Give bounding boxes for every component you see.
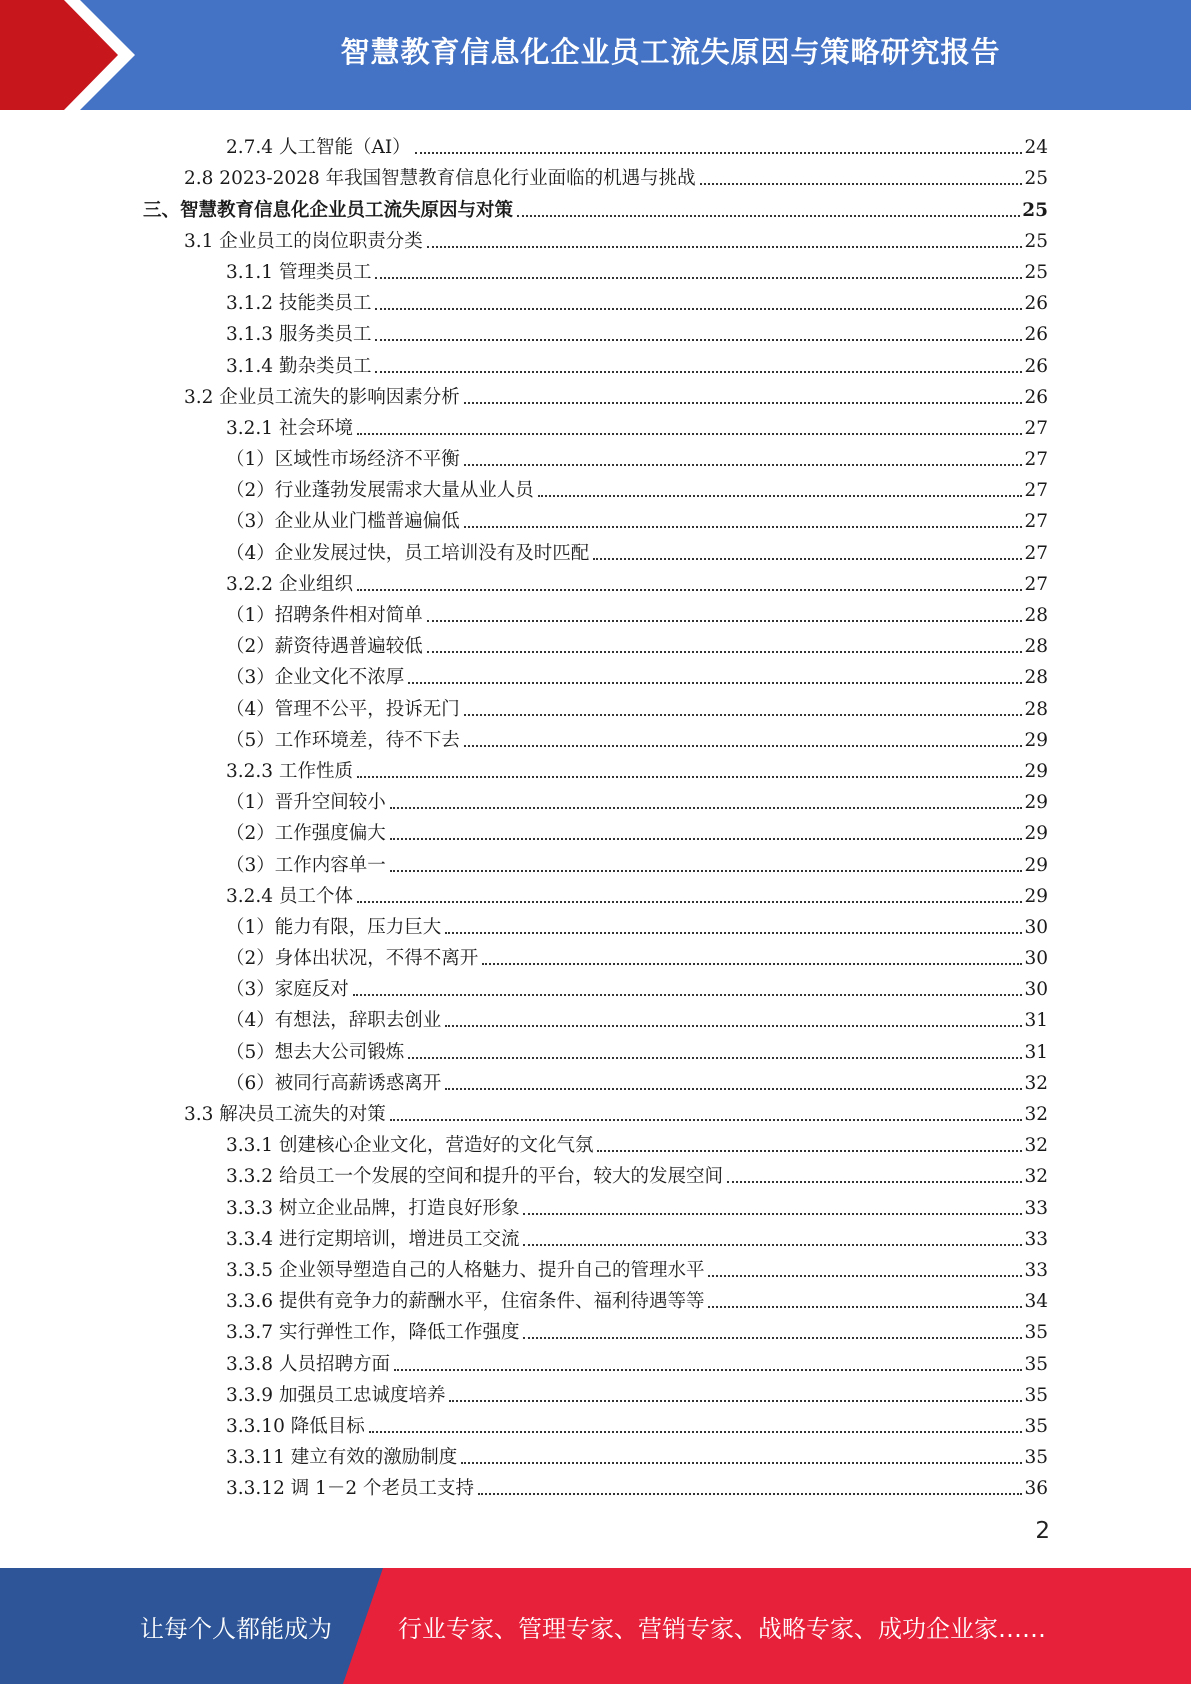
toc-entry-label: 3.3.2 给员工一个发展的空间和提升的平台，较大的发展空间 (226, 1166, 723, 1188)
toc-entry-label: （3）企业从业门槛普遍偏低 (226, 511, 460, 533)
toc-entry-page: 26 (1024, 293, 1048, 315)
toc-entry-page: 30 (1024, 948, 1048, 970)
toc-entry[interactable] (0, 814, 1191, 845)
toc-entry-page: 28 (1024, 667, 1048, 689)
toc-entry[interactable] (0, 315, 1191, 346)
toc-entry[interactable] (0, 1126, 1191, 1157)
toc-entry-label: 3.3.1 创建核心企业文化，营造好的文化气氛 (226, 1135, 594, 1157)
toc-entry-label: 3.2.4 员工个体 (226, 885, 353, 907)
toc-dot-leader (523, 1244, 1022, 1246)
page-number: 2 (1035, 1518, 1050, 1544)
toc-entry[interactable] (0, 1064, 1191, 1095)
toc-dot-leader (708, 1275, 1022, 1277)
toc-entry-page: 31 (1024, 1041, 1048, 1063)
toc-entry[interactable] (0, 1032, 1191, 1063)
toc-dot-leader (538, 495, 1023, 497)
toc-entry-page: 28 (1024, 698, 1048, 720)
toc-entry[interactable] (0, 471, 1191, 502)
toc-entry-page: 27 (1024, 480, 1048, 502)
toc-entry[interactable] (0, 533, 1191, 564)
toc-entry-page: 36 (1024, 1478, 1048, 1500)
toc-entry[interactable] (0, 440, 1191, 471)
toc-entry-label: 3.3 解决员工流失的对策 (184, 1104, 386, 1125)
toc-entry-label: 3.3.9 加强员工忠诚度培养 (226, 1384, 446, 1406)
toc-entry[interactable] (0, 877, 1191, 908)
toc-dot-leader (427, 651, 1023, 653)
toc-entry-page: 28 (1024, 636, 1048, 658)
toc-entry-label: （1）招聘条件相对简单 (226, 605, 423, 626)
toc-entry-page: 26 (1024, 386, 1048, 408)
toc-entry-page: 32 (1024, 1135, 1048, 1157)
toc-entry-page: 29 (1024, 823, 1048, 845)
toc-entry-label: 3.2.3 工作性质 (226, 760, 353, 782)
toc-entry[interactable] (0, 1313, 1191, 1344)
toc-entry-label: 3.3.11 建立有效的激励制度 (226, 1447, 458, 1469)
toc-entry-page: 28 (1024, 605, 1048, 626)
toc-entry[interactable] (0, 1001, 1191, 1032)
toc-entry-label: 2.8 2023-2028 年我国智慧教育信息化行业面临的机遇与挑战 (184, 168, 696, 190)
toc-entry-label: 3.2 企业员工流失的影响因素分析 (184, 386, 460, 408)
toc-entry-label: 3.1.1 管理类员工 (226, 261, 372, 283)
toc-dot-leader (593, 558, 1022, 560)
toc-entry-label: 3.3.6 提供有竞争力的薪酬水平，住宿条件、福利待遇等等 (226, 1291, 705, 1313)
toc-entry[interactable] (0, 1251, 1191, 1282)
toc-entry[interactable] (0, 378, 1191, 409)
toc-entry-page: 27 (1024, 417, 1048, 439)
toc-dot-leader (523, 1337, 1022, 1339)
toc-dot-leader (375, 277, 1022, 279)
toc-entry-label: 3.1 企业员工的岗位职责分类 (184, 230, 423, 252)
toc-entry-label: 3.1.2 技能类员工 (226, 293, 372, 315)
toc-entry-page: 33 (1024, 1228, 1048, 1250)
toc-entry[interactable] (0, 565, 1191, 596)
toc-entry-label: 3.3.3 树立企业品牌，打造良好形象 (226, 1197, 520, 1219)
toc-entry[interactable] (0, 1282, 1191, 1313)
toc-dot-leader (394, 1369, 1022, 1371)
toc-entry-label: 3.3.10 降低目标 (226, 1415, 365, 1437)
toc-entry-label: （6）被同行高薪诱惑离开 (226, 1072, 442, 1094)
toc-entry-page: 35 (1024, 1447, 1048, 1469)
toc-dot-leader (464, 402, 1023, 404)
toc-entry-label: 3.2.1 社会环境 (226, 417, 353, 439)
toc-entry-page: 32 (1024, 1072, 1048, 1094)
toc-dot-leader (464, 526, 1023, 528)
toc-entry-page: 31 (1024, 1010, 1048, 1032)
page-header (0, 0, 1191, 110)
toc-dot-leader (390, 838, 1023, 840)
toc-entry-page: 33 (1024, 1197, 1048, 1219)
toc-entry[interactable] (0, 752, 1191, 783)
toc-dot-leader (445, 1088, 1022, 1090)
page-footer (0, 1568, 1191, 1684)
toc-entry-page: 29 (1024, 729, 1048, 751)
toc-entry[interactable] (0, 284, 1191, 315)
toc-entry[interactable] (0, 190, 1191, 221)
toc-dot-leader (369, 1431, 1023, 1433)
toc-entry-label: （1）能力有限，压力巨大 (226, 916, 442, 938)
toc-entry-page: 30 (1024, 916, 1048, 938)
toc-entry-page: 34 (1024, 1291, 1048, 1313)
toc-dot-leader (408, 1057, 1022, 1059)
toc-dot-leader (390, 870, 1023, 872)
toc-dot-leader (445, 932, 1022, 934)
toc-entry-page: 25 (1022, 199, 1048, 221)
toc-entry[interactable] (0, 253, 1191, 284)
toc-entry[interactable] (0, 128, 1191, 159)
toc-entry-page: 25 (1024, 261, 1048, 283)
toc-dot-leader (464, 464, 1023, 466)
toc-entry[interactable] (0, 845, 1191, 876)
toc-entry[interactable] (0, 783, 1191, 814)
toc-dot-leader (523, 1213, 1022, 1215)
toc-dot-leader (482, 963, 1022, 965)
toc-dot-leader (517, 215, 1020, 217)
toc-dot-leader (390, 1119, 1023, 1121)
toc-entry-label: （2）薪资待遇普遍较低 (226, 636, 423, 658)
toc-entry-label: （3）企业文化不浓厚 (226, 667, 405, 689)
toc-entry[interactable] (0, 689, 1191, 720)
toc-entry-page: 29 (1024, 760, 1048, 782)
toc-entry-label: （4）管理不公平，投诉无门 (226, 698, 460, 720)
toc-dot-leader (390, 807, 1023, 809)
toc-entry-label: 2.7.4 人工智能（AI） (226, 137, 411, 159)
toc-dot-leader (415, 152, 1023, 154)
toc-entry-page: 35 (1024, 1322, 1048, 1344)
toc-entry-page: 25 (1024, 168, 1048, 190)
toc-entry[interactable] (0, 908, 1191, 939)
toc-dot-leader (408, 682, 1022, 684)
toc-dot-leader (700, 183, 1023, 185)
toc-entry-page: 29 (1024, 792, 1048, 814)
toc-dot-leader (708, 1306, 1022, 1308)
toc-dot-leader (357, 901, 1023, 903)
toc-entry-page: 29 (1024, 854, 1048, 876)
toc-entry-label: 3.3.4 进行定期培训，增进员工交流 (226, 1228, 520, 1250)
toc-entry-label: （2）身体出状况，不得不离开 (226, 948, 479, 970)
toc-entry-page: 26 (1024, 324, 1048, 346)
toc-entry[interactable] (0, 346, 1191, 377)
toc-entry[interactable] (0, 939, 1191, 970)
toc-dot-leader (353, 994, 1023, 996)
toc-entry-label: （1）区域性市场经济不平衡 (226, 449, 460, 471)
toc-entry-page: 32 (1024, 1166, 1048, 1188)
toc-entry[interactable] (0, 1220, 1191, 1251)
toc-entry[interactable] (0, 1095, 1191, 1126)
toc-entry[interactable] (0, 1469, 1191, 1500)
toc-dot-leader (357, 433, 1023, 435)
toc-dot-leader (357, 776, 1023, 778)
toc-entry-label: 3.3.8 人员招聘方面 (226, 1353, 390, 1375)
toc-entry-label: 3.3.5 企业领导塑造自己的人格魅力、提升自己的管理水平 (226, 1259, 705, 1281)
toc-dot-leader (597, 1150, 1022, 1152)
toc-entry[interactable] (0, 159, 1191, 190)
toc-entry[interactable] (0, 1157, 1191, 1188)
toc-entry-page: 27 (1024, 449, 1048, 471)
toc-entry[interactable] (0, 1438, 1191, 1469)
toc-entry-page: 35 (1024, 1353, 1048, 1375)
toc-entry[interactable] (0, 1188, 1191, 1219)
toc-entry-page: 33 (1024, 1259, 1048, 1281)
toc-dot-leader (449, 1400, 1022, 1402)
toc-dot-leader (427, 620, 1023, 622)
toc-entry[interactable] (0, 1344, 1191, 1375)
toc-dot-leader (478, 1493, 1022, 1495)
footer-slogan-left: 让每个人都能成为 (140, 1614, 332, 1643)
toc-entry[interactable] (0, 409, 1191, 440)
toc-entry-label: （5）想去大公司锻炼 (226, 1041, 405, 1063)
toc-dot-leader (375, 339, 1022, 341)
toc-entry-page: 24 (1024, 137, 1048, 159)
table-of-contents (0, 128, 1191, 1500)
toc-entry-label: （5）工作环境差，待不下去 (226, 729, 460, 751)
toc-dot-leader (445, 1025, 1022, 1027)
toc-entry-page: 35 (1024, 1384, 1048, 1406)
toc-entry[interactable] (0, 658, 1191, 689)
toc-entry[interactable] (0, 1407, 1191, 1438)
toc-entry-page: 27 (1024, 511, 1048, 533)
toc-entry-page: 26 (1024, 355, 1048, 377)
toc-entry-label: 3.1.3 服务类员工 (226, 324, 372, 346)
toc-entry-page: 27 (1024, 542, 1048, 564)
toc-entry[interactable] (0, 1376, 1191, 1407)
toc-entry-page: 30 (1024, 979, 1048, 1001)
toc-dot-leader (375, 371, 1022, 373)
toc-entry-label: （4）企业发展过快，员工培训没有及时匹配 (226, 542, 590, 564)
toc-entry-label: （3）工作内容单一 (226, 854, 386, 876)
toc-entry-label: 3.3.12 调 1－2 个老员工支持 (226, 1478, 475, 1500)
toc-entry-page: 29 (1024, 885, 1048, 907)
toc-entry-label: （1）晋升空间较小 (226, 792, 386, 814)
toc-entry-label: 3.2.2 企业组织 (226, 573, 353, 595)
toc-dot-leader (727, 1181, 1022, 1183)
toc-dot-leader (375, 308, 1022, 310)
toc-dot-leader (427, 246, 1023, 248)
toc-entry-page: 25 (1024, 230, 1048, 252)
toc-entry[interactable] (0, 222, 1191, 253)
toc-entry-label: 三、智慧教育信息化企业员工流失原因与对策 (143, 199, 514, 221)
toc-dot-leader (357, 589, 1023, 591)
toc-entry-label: （2）行业蓬勃发展需求大量从业人员 (226, 480, 534, 502)
toc-entry-page: 32 (1024, 1104, 1048, 1125)
toc-entry-label: 3.3.7 实行弹性工作，降低工作强度 (226, 1322, 520, 1344)
toc-entry-page: 35 (1024, 1415, 1048, 1437)
toc-entry-label: （3）家庭反对 (226, 979, 349, 1001)
toc-entry-page: 27 (1024, 573, 1048, 595)
report-title: 智慧教育信息化企业员工流失原因与策略研究报告 (340, 34, 1001, 69)
toc-dot-leader (464, 714, 1023, 716)
footer-slogan-right: 行业专家、管理专家、营销专家、战略专家、成功企业家…… (398, 1614, 1046, 1643)
toc-dot-leader (461, 1462, 1022, 1464)
toc-entry-label: （4）有想法，辞职去创业 (226, 1010, 442, 1032)
toc-entry[interactable] (0, 970, 1191, 1001)
toc-entry[interactable] (0, 502, 1191, 533)
toc-entry-label: 3.1.4 勤杂类员工 (226, 355, 372, 377)
toc-dot-leader (464, 745, 1023, 747)
toc-entry[interactable] (0, 596, 1191, 627)
toc-entry[interactable] (0, 627, 1191, 658)
toc-entry[interactable] (0, 721, 1191, 752)
toc-entry-label: （2）工作强度偏大 (226, 823, 386, 845)
